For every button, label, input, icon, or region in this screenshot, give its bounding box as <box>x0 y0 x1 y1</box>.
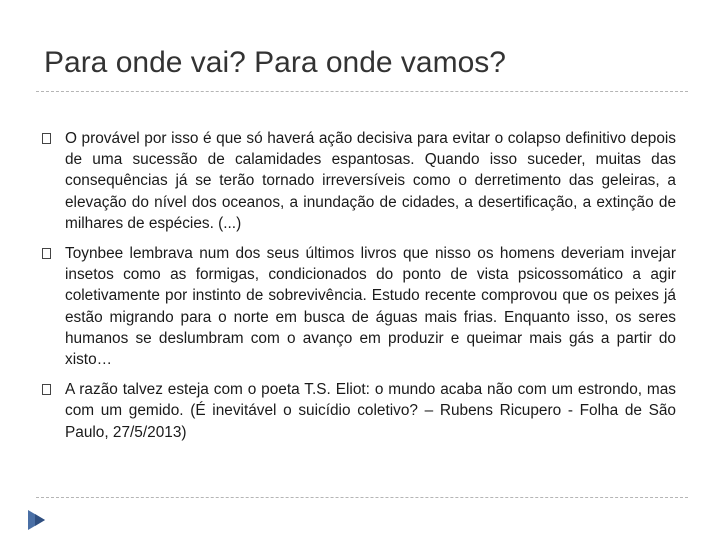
nav-arrow-front-shape <box>35 514 45 526</box>
square-bullet-icon <box>42 248 51 259</box>
bullet-item <box>36 128 676 234</box>
bottom-divider <box>36 497 688 498</box>
bullet-list <box>36 128 676 452</box>
square-bullet-icon <box>42 384 51 395</box>
bullet-item <box>36 243 676 370</box>
bullet-text: O provável por isso é que só haverá ação decisiva para evitar o colapso definitivo depois de uma sucessão de calamidades espantosas. Quando isso suceder, muitas das consequências já se terão tornado irreversíveis como o derretimento das geleiras, a elevação do nível dos oceanos, a inundação de cidades, a desertificação, a extinção de milhares de espécies. (...) <box>65 130 676 232</box>
bullet-item <box>36 379 676 443</box>
bullet-text: Toynbee lembrava num dos seus últimos livros que nisso os homens deveriam invejar insetos como as formigas, condicionados do ponto de vista psicossomático a agir coletivamente por instinto de sobrevivência. Estudo recente comprovou que os peixes já estão migrando para o norte em busca de águas mais frias. Enquanto isso, os seres humanos se deslumbram com o avanço em produzir e queimar mais gás a partir do xisto… <box>65 245 676 369</box>
title-divider <box>36 91 688 92</box>
square-bullet-icon <box>42 133 51 144</box>
bullet-text: A razão talvez esteja com o poeta T.S. Eliot: o mundo acaba não com um estrondo, mas com um gemido. (É inevitável o suicídio coletivo? – Rubens Ricupero - Folha de São Paulo, 27/5/2013) <box>65 381 676 441</box>
slide-title: Para onde vai? Para onde vamos? <box>44 46 506 79</box>
slide-nav-arrow-icon[interactable] <box>26 508 48 532</box>
